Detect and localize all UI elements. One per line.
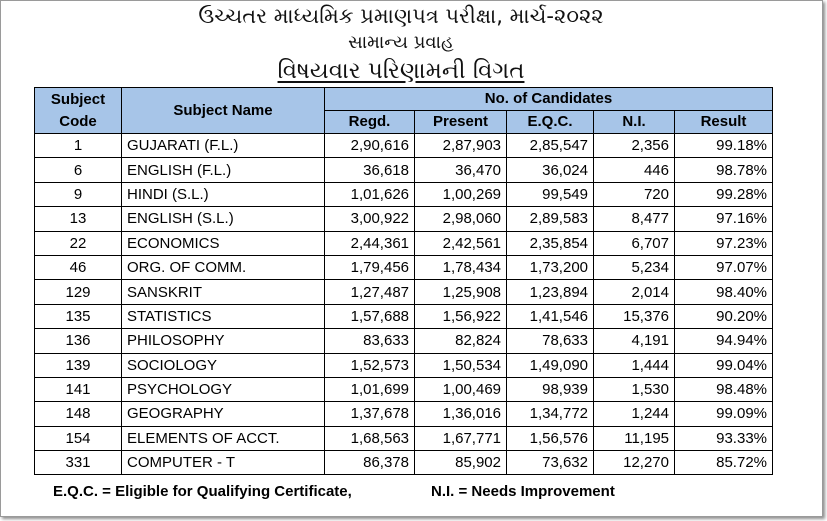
header-no-of-candidates: No. of Candidates — [325, 88, 773, 111]
cell-ni: 11,195 — [594, 426, 675, 450]
cell-subject-code: 46 — [35, 255, 122, 279]
cell-result: 93.33% — [675, 426, 773, 450]
header-present: Present — [415, 111, 507, 134]
cell-subject-name: HINDI (S.L.) — [122, 182, 325, 206]
cell-regd: 1,68,563 — [325, 426, 415, 450]
cell-present: 1,25,908 — [415, 280, 507, 304]
cell-eqc: 1,41,546 — [507, 304, 594, 328]
cell-regd: 1,52,573 — [325, 353, 415, 377]
cell-eqc: 2,85,547 — [507, 134, 594, 158]
cell-present: 1,56,922 — [415, 304, 507, 328]
cell-present: 82,824 — [415, 329, 507, 353]
cell-ni: 720 — [594, 182, 675, 206]
header-subject-code-line2: Code — [59, 112, 97, 130]
eqc-legend: E.Q.C. = Eligible for Qualifying Certificate, — [53, 483, 352, 500]
cell-ni: 8,477 — [594, 207, 675, 231]
cell-regd: 3,00,922 — [325, 207, 415, 231]
cell-subject-code: 13 — [35, 207, 122, 231]
cell-ni: 5,234 — [594, 255, 675, 279]
cell-result: 99.04% — [675, 353, 773, 377]
cell-subject-name: PSYCHOLOGY — [122, 377, 325, 401]
cell-regd: 83,633 — [325, 329, 415, 353]
cell-result: 90.20% — [675, 304, 773, 328]
cell-ni: 1,530 — [594, 377, 675, 401]
header-row-top — [35, 88, 773, 111]
cell-regd: 2,90,616 — [325, 134, 415, 158]
cell-eqc: 36,024 — [507, 158, 594, 182]
cell-subject-code: 135 — [35, 304, 122, 328]
table-row — [35, 134, 773, 158]
cell-present: 1,78,434 — [415, 255, 507, 279]
exam-title: ઉચ્ચતર માધ્યમિક પ્રમાણપત્ર પરીક્ષા, માર્ચ-૨૦૨૨ — [198, 4, 604, 28]
cell-subject-name: SANSKRIT — [122, 280, 325, 304]
cell-subject-code: 148 — [35, 402, 122, 426]
cell-eqc: 73,632 — [507, 451, 594, 475]
cell-result: 85.72% — [675, 451, 773, 475]
cell-ni: 2,356 — [594, 134, 675, 158]
table-row — [35, 158, 773, 182]
cell-subject-name: ORG. OF COMM. — [122, 255, 325, 279]
cell-result: 98.48% — [675, 377, 773, 401]
table-row — [35, 304, 773, 328]
cell-present: 2,98,060 — [415, 207, 507, 231]
cell-subject-name: GUJARATI (F.L.) — [122, 134, 325, 158]
cell-regd: 1,01,699 — [325, 377, 415, 401]
header-subject-code-line1: Subject — [50, 90, 106, 108]
cell-ni: 2,014 — [594, 280, 675, 304]
table-heading-text: વિષયવાર પરિણામની વિગત — [277, 58, 525, 84]
table-row — [35, 451, 773, 475]
cell-present: 1,00,469 — [415, 377, 507, 401]
cell-subject-name: PHILOSOPHY — [122, 329, 325, 353]
cell-regd: 1,01,626 — [325, 182, 415, 206]
cell-result: 94.94% — [675, 329, 773, 353]
cell-eqc: 1,56,576 — [507, 426, 594, 450]
cell-regd: 1,79,456 — [325, 255, 415, 279]
table-row — [35, 207, 773, 231]
cell-regd: 86,378 — [325, 451, 415, 475]
table-row — [35, 231, 773, 255]
cell-present: 2,87,903 — [415, 134, 507, 158]
table-row — [35, 329, 773, 353]
cell-result: 99.28% — [675, 182, 773, 206]
results-table — [34, 87, 773, 475]
table-row — [35, 402, 773, 426]
table-row — [35, 182, 773, 206]
cell-subject-code: 331 — [35, 451, 122, 475]
cell-present: 85,902 — [415, 451, 507, 475]
header-subject-code — [35, 88, 122, 134]
cell-subject-name: ECONOMICS — [122, 231, 325, 255]
cell-result: 98.78% — [675, 158, 773, 182]
cell-ni: 12,270 — [594, 451, 675, 475]
cell-ni: 4,191 — [594, 329, 675, 353]
cell-present: 1,00,269 — [415, 182, 507, 206]
cell-ni: 1,244 — [594, 402, 675, 426]
cell-subject-code: 9 — [35, 182, 122, 206]
cell-eqc: 1,23,894 — [507, 280, 594, 304]
cell-present: 36,470 — [415, 158, 507, 182]
table-row — [35, 377, 773, 401]
cell-eqc: 99,549 — [507, 182, 594, 206]
cell-subject-name: ENGLISH (S.L.) — [122, 207, 325, 231]
cell-eqc: 1,73,200 — [507, 255, 594, 279]
table-row — [35, 353, 773, 377]
header-eqc: E.Q.C. — [507, 111, 594, 134]
cell-regd: 36,618 — [325, 158, 415, 182]
cell-subject-code: 136 — [35, 329, 122, 353]
cell-subject-code: 1 — [35, 134, 122, 158]
cell-subject-code: 6 — [35, 158, 122, 182]
table-row — [35, 280, 773, 304]
cell-subject-code: 22 — [35, 231, 122, 255]
cell-eqc: 78,633 — [507, 329, 594, 353]
header-subject-name: Subject Name — [122, 88, 325, 134]
cell-subject-name: COMPUTER - T — [122, 451, 325, 475]
cell-result: 99.18% — [675, 134, 773, 158]
cell-subject-name: SOCIOLOGY — [122, 353, 325, 377]
cell-subject-name: ENGLISH (F.L.) — [122, 158, 325, 182]
ni-legend: N.I. = Needs Improvement — [431, 483, 615, 500]
cell-regd: 1,57,688 — [325, 304, 415, 328]
cell-subject-code: 139 — [35, 353, 122, 377]
cell-ni: 15,376 — [594, 304, 675, 328]
cell-subject-name: GEOGRAPHY — [122, 402, 325, 426]
cell-regd: 1,37,678 — [325, 402, 415, 426]
cell-present: 1,36,016 — [415, 402, 507, 426]
cell-subject-code: 129 — [35, 280, 122, 304]
cell-regd: 2,44,361 — [325, 231, 415, 255]
table-row — [35, 255, 773, 279]
cell-eqc: 98,939 — [507, 377, 594, 401]
cell-ni: 1,444 — [594, 353, 675, 377]
cell-result: 97.16% — [675, 207, 773, 231]
table-row — [35, 426, 773, 450]
header-result: Result — [675, 111, 773, 134]
cell-subject-name: ELEMENTS OF ACCT. — [122, 426, 325, 450]
cell-result: 99.09% — [675, 402, 773, 426]
cell-subject-name: STATISTICS — [122, 304, 325, 328]
cell-ni: 6,707 — [594, 231, 675, 255]
cell-subject-code: 154 — [35, 426, 122, 450]
cell-present: 1,67,771 — [415, 426, 507, 450]
results-body — [35, 134, 773, 475]
cell-result: 98.40% — [675, 280, 773, 304]
cell-eqc: 2,89,583 — [507, 207, 594, 231]
stream-title: સામાન્ય પ્રવાહ — [348, 32, 454, 53]
cell-ni: 446 — [594, 158, 675, 182]
cell-result: 97.07% — [675, 255, 773, 279]
cell-present: 2,42,561 — [415, 231, 507, 255]
cell-present: 1,50,534 — [415, 353, 507, 377]
header-ni: N.I. — [594, 111, 675, 134]
cell-regd: 1,27,487 — [325, 280, 415, 304]
cell-subject-code: 141 — [35, 377, 122, 401]
table-heading — [1, 57, 801, 85]
cell-eqc: 2,35,854 — [507, 231, 594, 255]
cell-result: 97.23% — [675, 231, 773, 255]
header-regd: Regd. — [325, 111, 415, 134]
cell-eqc: 1,34,772 — [507, 402, 594, 426]
cell-eqc: 1,49,090 — [507, 353, 594, 377]
